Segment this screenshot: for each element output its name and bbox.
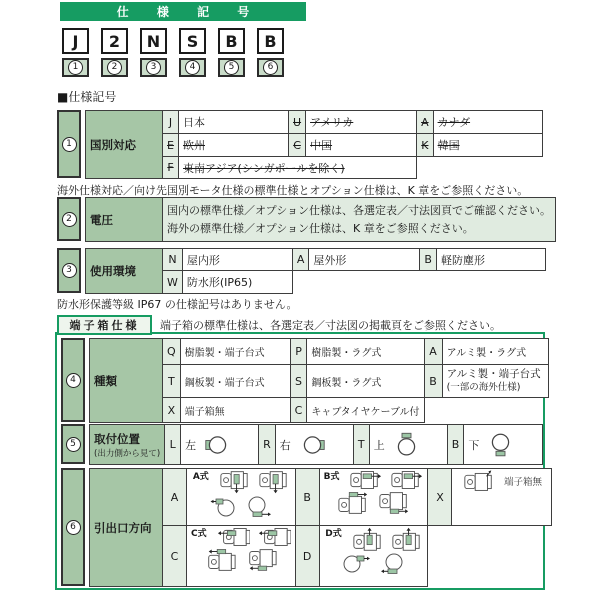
row-number-cell xyxy=(57,248,81,293)
code-letter-6: B xyxy=(257,28,284,54)
code-cell: A xyxy=(163,469,187,526)
code-cell: P xyxy=(290,339,307,365)
circled-number-icon: 2 xyxy=(62,212,77,227)
motor-side-terminal-bottom-left-icon xyxy=(245,548,278,572)
code-cell: U xyxy=(289,111,306,134)
voltage-line2: 海外の標準仕様／オプション仕様は、K 章をご参照ください。 xyxy=(167,221,474,235)
lead-x-diagram-cell xyxy=(452,469,552,526)
value-cell: 防水形(IP65) xyxy=(182,271,292,294)
row-number-cell xyxy=(61,424,85,464)
code-cell: D xyxy=(295,526,319,587)
pos-text: 下 xyxy=(468,438,480,452)
country-table xyxy=(85,110,543,179)
code-cell: K xyxy=(417,134,434,157)
code-cell: A xyxy=(424,339,442,365)
row-voltage xyxy=(57,197,556,241)
value-cell xyxy=(464,425,543,465)
pos-text: 上 xyxy=(373,438,385,452)
code-letter-1: J xyxy=(62,28,89,54)
code-cell: C xyxy=(290,398,307,423)
row-number-cell xyxy=(61,338,85,422)
position-chip-2 xyxy=(101,58,128,77)
motor-side-terminal-top-left-icon xyxy=(204,548,237,572)
circled-number-icon: 2 xyxy=(107,60,122,75)
position-chip-5 xyxy=(218,58,245,77)
code-cell: J xyxy=(163,111,179,134)
position-chip-4 xyxy=(179,58,206,77)
circled-number-icon: 3 xyxy=(62,263,77,278)
lead-direction-table xyxy=(89,468,552,587)
voltage-line1: 国内の標準仕様／オプション仕様は、各選定表／寸法図頁でご確認ください。 xyxy=(167,204,552,218)
position-chip-6 xyxy=(257,58,284,77)
value-cell: アルミ製・ラグ式 xyxy=(442,339,548,365)
code-cell: L xyxy=(165,425,181,465)
code-cell: B xyxy=(295,469,319,526)
code-cell: S xyxy=(290,365,307,398)
kind-table xyxy=(89,338,549,423)
code-letter-4: S xyxy=(179,28,206,54)
voltage-table xyxy=(85,197,556,242)
motor-side-terminal-down-icon xyxy=(219,469,250,495)
code-cell: C xyxy=(289,134,306,157)
code-cell: F xyxy=(163,157,179,179)
motor-side-terminal-down-icon xyxy=(258,469,289,495)
motor-front-terminal-bottom-icon xyxy=(487,432,514,458)
position-chip-1 xyxy=(62,58,89,77)
lead-b-diagram-cell xyxy=(319,469,428,526)
code-cell: X xyxy=(428,469,452,526)
terminal-box-section-description: 端子箱の標準仕様は、各選定表／寸法図の掲載頁をご参照ください。 xyxy=(160,319,501,332)
motor-side-terminal-bottom-right-icon xyxy=(378,491,411,515)
lead-d-diagram-cell xyxy=(319,526,428,587)
row-number-cell xyxy=(57,197,81,241)
row-country xyxy=(57,110,543,178)
no-terminal-box-note: 端子箱無 xyxy=(503,477,542,488)
pos-text: 左 xyxy=(185,438,197,452)
value-line1: アルミ製・端子台式 xyxy=(446,367,541,380)
code-cell: B xyxy=(447,425,464,465)
code-cell: B xyxy=(420,249,437,271)
value-cell: 日本 xyxy=(179,111,289,134)
value-line2: (一部の海外仕様) xyxy=(446,382,521,393)
value-cell xyxy=(369,425,447,465)
motor-front-terminal-top-icon xyxy=(393,432,420,458)
row-label: 種類 xyxy=(90,339,163,423)
motor-side-terminal-right-icon xyxy=(390,469,423,491)
value-cell: カナダ xyxy=(433,111,542,134)
circled-number-icon: 5 xyxy=(224,60,239,75)
motor-side-terminal-left-icon xyxy=(217,526,250,548)
code-cell: E xyxy=(163,134,179,157)
code-letter-2: 2 xyxy=(101,28,128,54)
mount-sublabel: (出力側から見て) xyxy=(94,448,161,459)
value-cell: 樹脂製・ラグ式 xyxy=(307,339,424,365)
circled-number-icon: 6 xyxy=(66,520,81,535)
lead-a-diagram-cell xyxy=(187,469,296,526)
code-cell: B xyxy=(424,365,442,398)
code-letter-5: B xyxy=(218,28,245,54)
section-heading-spec-code: ■仕様記号 xyxy=(57,90,117,104)
value-cell: 中国 xyxy=(306,134,417,157)
value-cell xyxy=(442,365,548,398)
row-number-cell xyxy=(61,468,85,586)
circled-number-icon: 4 xyxy=(66,373,81,388)
value-cell: 鋼板製・ラグ式 xyxy=(307,365,424,398)
value-cell: 端子箱無 xyxy=(180,398,290,423)
circled-number-icon: 1 xyxy=(62,137,77,152)
code-cell: A xyxy=(292,249,309,271)
row-lead-direction xyxy=(61,468,552,586)
circled-number-icon: 6 xyxy=(263,60,278,75)
motor-side-terminal-up-icon xyxy=(352,526,383,552)
code-cell: Q xyxy=(163,339,181,365)
row-label: 引出口方向 xyxy=(90,469,163,587)
style-c-label: C式 xyxy=(191,529,207,539)
value-cell: 屋外形 xyxy=(309,249,420,271)
mount-label: 取付位置 xyxy=(94,431,140,446)
motor-side-terminal-left-icon xyxy=(258,526,291,548)
style-b-label: B式 xyxy=(323,472,340,482)
value-cell: 韓国 xyxy=(433,134,542,157)
voltage-description xyxy=(163,198,556,242)
circled-number-icon: 3 xyxy=(146,60,161,75)
code-cell: C xyxy=(163,526,187,587)
spec-code-title-bar: 仕 様 記 号 xyxy=(60,2,306,21)
circled-number-icon: 5 xyxy=(66,437,81,452)
value-cell xyxy=(275,425,353,465)
code-letter-3: N xyxy=(140,28,167,54)
style-a-label: A式 xyxy=(192,472,209,482)
code-cell: N xyxy=(163,249,183,271)
value-cell: キャブタイヤケーブル付 xyxy=(307,398,424,423)
motor-side-no-terminal-icon xyxy=(462,469,496,493)
value-cell: 樹脂製・端子台式 xyxy=(180,339,290,365)
code-cell: A xyxy=(417,111,434,134)
motor-front-terminal-right-icon xyxy=(299,433,326,457)
circled-number-icon: 1 xyxy=(68,60,83,75)
code-cell: X xyxy=(163,398,181,423)
environment-table xyxy=(85,248,546,294)
row-label: 国別対応 xyxy=(86,111,163,179)
pos-text: 右 xyxy=(279,438,291,452)
row-label: 使用環境 xyxy=(86,249,163,294)
value-cell: 屋内形 xyxy=(182,249,292,271)
code-cell: W xyxy=(163,271,183,294)
position-chip-3 xyxy=(140,58,167,77)
motor-side-terminal-up-icon xyxy=(391,526,422,552)
value-cell xyxy=(181,425,259,465)
style-d-label: D式 xyxy=(325,529,342,539)
row-label: 電圧 xyxy=(86,198,163,242)
motor-front-terminal-right-arrow-icon xyxy=(341,552,371,576)
motor-side-terminal-right-icon xyxy=(349,469,382,491)
mount-position-table xyxy=(89,424,543,465)
circled-number-icon: 4 xyxy=(185,60,200,75)
value-cell: 東南アジア(シンガポールを除く) xyxy=(179,157,417,179)
code-cell: R xyxy=(259,425,276,465)
motor-front-arrow-left-icon xyxy=(210,495,238,519)
row-number-cell xyxy=(57,110,81,178)
motor-front-arrow-right-icon xyxy=(246,495,272,519)
motor-side-terminal-top-right-icon xyxy=(337,491,370,515)
row-environment xyxy=(57,248,546,293)
motor-front-terminal-left-icon xyxy=(204,433,231,457)
code-cell: T xyxy=(163,365,181,398)
row-label xyxy=(90,425,165,465)
lead-c-diagram-cell xyxy=(187,526,296,587)
code-cell: T xyxy=(353,425,369,465)
terminal-box-section-label: 端子箱仕様 xyxy=(57,315,152,335)
value-cell: アメリカ xyxy=(306,111,417,134)
row-kind xyxy=(61,338,549,422)
value-cell: 鋼板製・端子台式 xyxy=(180,365,290,398)
value-cell: 欧州 xyxy=(179,134,289,157)
note-overseas-spec: 海外仕様対応／向け先国別モータ仕様の標準仕様とオプション仕様は、K 章をご参照ください。 xyxy=(57,184,529,197)
value-cell: 軽防塵形 xyxy=(436,249,545,271)
motor-front-terminal-bottom-left-arrow-icon xyxy=(379,552,407,576)
row-mount-position xyxy=(61,424,543,464)
note-ip67: 防水形保護等級 IP67 の仕様記号はありません。 xyxy=(57,298,298,311)
